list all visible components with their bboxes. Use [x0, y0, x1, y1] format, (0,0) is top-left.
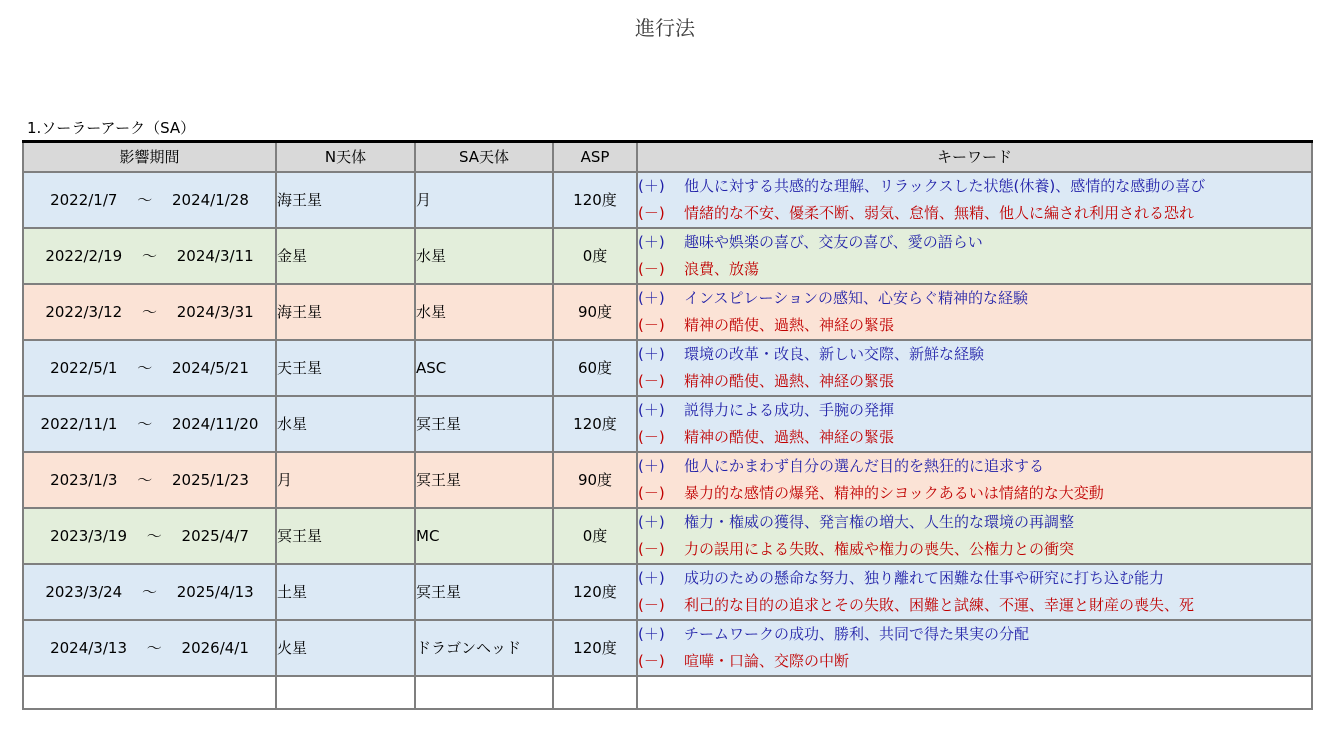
n-planet-cell: 水星	[276, 396, 415, 452]
period-cell: 2022/1/7 ～ 2024/1/28	[23, 172, 276, 228]
n-planet-cell: 火星	[276, 620, 415, 676]
n-planet-cell: 金星	[276, 228, 415, 284]
negative-keyword-text: 喧嘩・口論、交際の中断	[684, 651, 850, 670]
negative-keyword-text: 浪費、放蕩	[684, 259, 760, 278]
empty-row	[23, 676, 1312, 709]
period-cell: 2022/3/12 ～ 2024/3/31	[23, 284, 276, 340]
table-row	[23, 340, 1312, 396]
period-cell: 2022/11/1 ～ 2024/11/20	[23, 396, 276, 452]
positive-keyword-text: 成功のための懸命な努力、独り離れて困難な仕事や研究に打ち込む能力	[684, 568, 1165, 587]
negative-keyword-text: 精神の酷使、過熱、神経の緊張	[684, 315, 895, 334]
asp-cell: 120度	[553, 396, 637, 452]
period-cell: 2023/3/24 ～ 2025/4/13	[23, 564, 276, 620]
negative-keyword-mark: (－)	[638, 483, 665, 502]
n-planet-cell: 海王星	[276, 284, 415, 340]
positive-keyword-mark: (＋)	[638, 568, 665, 587]
positive-keyword-text: インスピレーションの感知、心安らぐ精神的な経験	[684, 288, 1028, 307]
header-keywords: キーワード	[637, 142, 1312, 172]
negative-keyword-line	[638, 312, 1311, 339]
positive-keyword-line	[638, 285, 1311, 312]
negative-keyword-text: 精神の酷使、過熱、神経の緊張	[684, 371, 895, 390]
asp-cell: 120度	[553, 172, 637, 228]
positive-keyword-mark: (＋)	[638, 624, 665, 643]
positive-keyword-mark: (＋)	[638, 288, 665, 307]
table-row	[23, 564, 1312, 620]
n-planet-cell: 天王星	[276, 340, 415, 396]
positive-keyword-line	[638, 341, 1311, 368]
negative-keyword-line	[638, 592, 1311, 619]
section-title: 1.ソーラーアーク（SA）	[27, 119, 196, 137]
positive-keyword-line	[638, 509, 1311, 536]
negative-keyword-mark: (－)	[638, 371, 665, 390]
positive-keyword-text: 他人にかまわず自分の選んだ目的を熱狂的に追求する	[684, 456, 1045, 475]
positive-keyword-text: 他人に対する共感的な理解、リラックスした状態(休養)、感情的な感動の喜び	[684, 176, 1206, 195]
positive-keyword-line	[638, 453, 1311, 480]
negative-keyword-text: 情緒的な不安、優柔不断、弱気、怠惰、無精、他人に編され利用される恐れ	[684, 203, 1195, 222]
keyword-cell	[637, 228, 1312, 284]
period-cell: 2022/2/19 ～ 2024/3/11	[23, 228, 276, 284]
positive-keyword-text: 趣味や娯楽の喜び、交友の喜び、愛の語らい	[684, 232, 983, 251]
empty-cell	[553, 676, 637, 709]
negative-keyword-mark: (－)	[638, 539, 665, 558]
keyword-cell	[637, 508, 1312, 564]
period-cell: 2024/3/13 ～ 2026/4/1	[23, 620, 276, 676]
positive-keyword-text: 環境の改革・改良、新しい交際、新鮮な経験	[684, 344, 985, 363]
keyword-cell	[637, 452, 1312, 508]
positive-keyword-mark: (＋)	[638, 344, 665, 363]
period-cell: 2023/3/19 ～ 2025/4/7	[23, 508, 276, 564]
n-planet-cell: 月	[276, 452, 415, 508]
sa-planet-cell: 月	[415, 172, 553, 228]
positive-keyword-text: 説得力による成功、手腕の発揮	[684, 400, 895, 419]
negative-keyword-line	[638, 368, 1311, 395]
negative-keyword-mark: (－)	[638, 315, 665, 334]
n-planet-cell: 海王星	[276, 172, 415, 228]
sa-planet-cell: 水星	[415, 228, 553, 284]
header-sa-planet: SA天体	[415, 142, 553, 172]
sa-planet-cell: ドラゴンヘッド	[415, 620, 553, 676]
period-cell: 2023/1/3 ～ 2025/1/23	[23, 452, 276, 508]
empty-cell	[276, 676, 415, 709]
sa-planet-cell: 冥王星	[415, 452, 553, 508]
sa-planet-cell: 水星	[415, 284, 553, 340]
sa-planet-cell: 冥王星	[415, 396, 553, 452]
n-planet-cell: 土星	[276, 564, 415, 620]
positive-keyword-mark: (＋)	[638, 456, 665, 475]
asp-cell: 120度	[553, 564, 637, 620]
keyword-cell	[637, 396, 1312, 452]
positive-keyword-line	[638, 621, 1311, 648]
negative-keyword-text: 利己的な目的の追求とその失敗、困難と試練、不運、幸運と財産の喪失、死	[684, 595, 1195, 614]
negative-keyword-text: 力の誤用による失敗、権威や権力の喪失、公権力との衝突	[684, 539, 1075, 558]
positive-keyword-mark: (＋)	[638, 512, 665, 531]
table-row	[23, 396, 1312, 452]
empty-cell	[23, 676, 276, 709]
asp-cell: 60度	[553, 340, 637, 396]
negative-keyword-mark: (－)	[638, 427, 665, 446]
table-row	[23, 452, 1312, 508]
keyword-cell	[637, 340, 1312, 396]
solar-arc-table	[22, 140, 1313, 710]
negative-keyword-mark: (－)	[638, 259, 665, 278]
keyword-cell	[637, 172, 1312, 228]
header-n-planet: N天体	[276, 142, 415, 172]
positive-keyword-mark: (＋)	[638, 176, 665, 195]
negative-keyword-text: 精神の酷使、過熱、神経の緊張	[684, 427, 895, 446]
negative-keyword-mark: (－)	[638, 651, 665, 670]
header-period: 影響期間	[23, 142, 276, 172]
negative-keyword-mark: (－)	[638, 595, 665, 614]
asp-cell: 120度	[553, 620, 637, 676]
table-header-row	[23, 142, 1312, 172]
table-row	[23, 620, 1312, 676]
positive-keyword-line	[638, 173, 1311, 200]
positive-keyword-line	[638, 397, 1311, 424]
sa-planet-cell: 冥王星	[415, 564, 553, 620]
negative-keyword-line	[638, 480, 1311, 507]
negative-keyword-text: 暴力的な感情の爆発、精神的シヨックあるいは情緒的な大変動	[684, 483, 1104, 502]
empty-cell	[637, 676, 1312, 709]
page-title: 進行法	[635, 16, 695, 40]
positive-keyword-text: チームワークの成功、勝利、共同で得た果実の分配	[684, 624, 1030, 643]
positive-keyword-line	[638, 565, 1311, 592]
positive-keyword-text: 権力・権威の獲得、発言権の増大、人生的な環境の再調整	[684, 512, 1075, 531]
keyword-cell	[637, 564, 1312, 620]
n-planet-cell: 冥王星	[276, 508, 415, 564]
positive-keyword-mark: (＋)	[638, 232, 665, 251]
negative-keyword-line	[638, 536, 1311, 563]
asp-cell: 0度	[553, 508, 637, 564]
table-row	[23, 508, 1312, 564]
table-row	[23, 284, 1312, 340]
negative-keyword-line	[638, 256, 1311, 283]
negative-keyword-line	[638, 424, 1311, 451]
positive-keyword-mark: (＋)	[638, 400, 665, 419]
period-cell: 2022/5/1 ～ 2024/5/21	[23, 340, 276, 396]
header-asp: ASP	[553, 142, 637, 172]
asp-cell: 90度	[553, 284, 637, 340]
sa-planet-cell: MC	[415, 508, 553, 564]
sa-planet-cell: ASC	[415, 340, 553, 396]
asp-cell: 0度	[553, 228, 637, 284]
table-row	[23, 228, 1312, 284]
table-row	[23, 172, 1312, 228]
keyword-cell	[637, 620, 1312, 676]
asp-cell: 90度	[553, 452, 637, 508]
negative-keyword-line	[638, 200, 1311, 227]
negative-keyword-line	[638, 648, 1311, 675]
empty-cell	[415, 676, 553, 709]
positive-keyword-line	[638, 229, 1311, 256]
keyword-cell	[637, 284, 1312, 340]
negative-keyword-mark: (－)	[638, 203, 665, 222]
